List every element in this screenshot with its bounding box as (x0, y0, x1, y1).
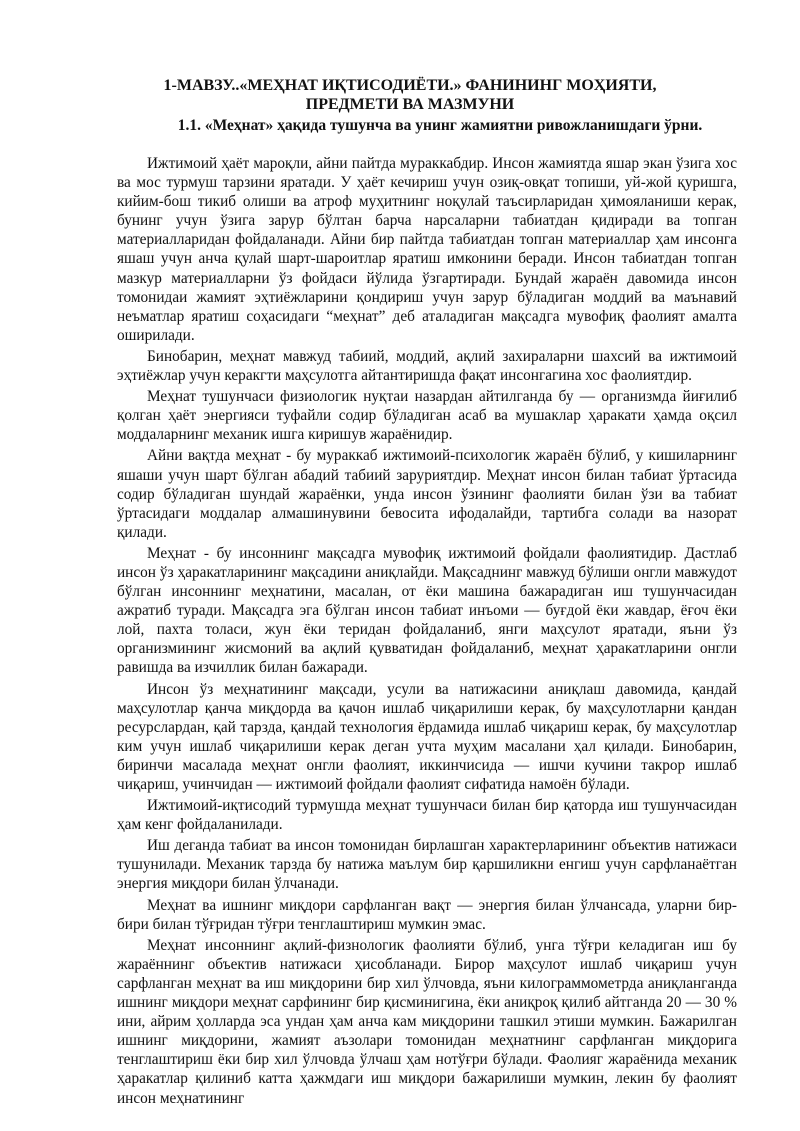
paragraph: Инсон ўз меҳнатининг мақсади, усули ва натижасини аниқлаш давомида, қандай маҳсулотлар қанча миқдорда ва қачон ишлаб чиқарилиши керак, бу маҳсулотларни қандан ресурслардан, қай тарзда, қандай технология ёрдамида ишлаб чиқариш керак, бу маҳсулотлар ким учун ишлаб чиқарилиши керак деган учта муҳим масалани ҳал қилади. Бинобарин, биринчи масалада меҳнат онгли фаолият, иккинчисида — ишчи кучини такрор ишлаб чиқариш, учинчидан — ижтимоий фойдали фаолият сифатида намоён бўлади. (117, 680, 737, 793)
page-title: 1-МАВЗУ..«МЕҲНАТ ИҚТИСОДИЁТИ.» ФАНИНИНГ МОҲИЯТИ, ПРЕДМЕТИ ВА МАЗМУНИ (163, 77, 657, 113)
paragraph: Айни вақтда меҳнат - бу мураккаб ижтимоий-психологик жараён бўлиб, у кишиларнинг яшаши учун шарт бўлган абадий табиий заруриятдир. Меҳнат инсон билан табиат ўртасида содир бўладиган шундай жараёнки, унда инсон ўзининг фаолияти билан ўзи ва табиат ўртасидаги моддалар алмашинувини бевосита ифодалайди, тартибга солади ва назорат қилади. (117, 447, 737, 541)
section-subtitle: 1.1. «Меҳнат» ҳақида тушунча ва унинг жамиятни ривожланишдаги ўрни. (177, 117, 703, 134)
paragraph: Меҳнат ва ишнинг миқдори сарфланган вақт — энергия билан ўлчансада, уларни бир-бири билан тўғридан тўғри тенглаштириш мумкин эмас. (117, 896, 737, 933)
paragraph: Ижтимоий-иқтисодий турмушда меҳнат тушунчаси билан бир қаторда иш тушунчасидан ҳам кенг фойдаланилади. (117, 797, 737, 834)
paragraph: Ижтимоий ҳаёт мароқли, айни пайтда мураккабдир. Инсон жамиятда яшар экан ўзига хос ва мос турмуш тарзини яратади. У ҳаёт кечириш учун озиқ-овқат топиши, уй-жой қуришга, кийим-бош тикиб олиши ва атроф муҳитнинг ноқулай таъсирларидан ҳимояланиши керак, бунинг учун ўзига зарур бўлтан барча нарсаларни табиатдан қидиради ва топган материалларидан фойдаланади. Айни бир пайтда табиатдан топган материаллар ҳам инсонга яшаш учун анча қулай шарт-шароитлар яратиш имконини беради. Инсон табиатдан топган мазкур материалларни ўз фойдаси йўлида ўзгартиради. Бундай жараён давомида инсон томонидаи жамият эҳтиёжларини қондириш учун зарур бўладиган моддий ва маънавий неъматлар яратиш соҳасидаги “меҳнат” деб аталадиган мақсадга мувофиқ фаолият амалта оширилади. (117, 155, 737, 344)
document-body (117, 154, 737, 1108)
paragraph: Меҳнат тушунчаси физиологик нуқтаи назардан айтилганда бу — организмда йиғилиб қолган ҳаёт энергияси туфайли содир бўладиган асаб ва мушаклар ҳаракати ҳамда оқсил моддаларнинг механик ишга киришув жараёнидир. (117, 388, 737, 444)
paragraph: Иш деганда табиат ва инсон томонидан бирлашган характерларининг объектив натижаси тушунилади. Механик тарзда бу натижа маълум бир қаршиликни енгиш учун сарфланаётган энергия миқдори билан ўлчанади. (117, 837, 737, 893)
paragraph: Меҳнат инсоннинг ақлий-физнологик фаолияти бўлиб, унга тўғри келадиган иш бу жараённинг объектив натижаси ҳисобланади. Бирор маҳсулот ишлаб чиқариш учун сарфланган меҳнат ва иш миқдорини бир хил ўлчовда, яъни килограммометрда аниқланганда ишнинг миқдори меҳнат сарфининг бир қисминигина, ёки аниқроқ қилиб айтганда 20 — 30 % ини, айрим ҳолларда эса ундан ҳам анча кам миқдорини ташкил этиши мумкин. Бажарилган ишнинг миқдорини, жамият аъзолари томонидан меҳнатнинг сарфланган миқдорига тенглаштириш ёки бир хил ўлчовда ўлчаш ҳам нотўғри бўлади. Фаолияг жараёнида механик ҳаракатлар қилиниб катта ҳажмдаги иш миқдори бажарилиши мумкин, лекин бу фаолият инсон меҳнатининг (117, 936, 737, 1107)
paragraph: Бинобарин, меҳнат мавжуд табиий, моддий, ақлий захираларни шахсий ва ижтимоий эҳтиёжлар учун керакгти маҳсулотга айтантиришда фақат инсонгагина хос фаолиятдир. (117, 347, 737, 385)
paragraph: Меҳнат - бу инсоннинг мақсадга мувофиқ ижтимоий фойдали фаолиятидир. Дастлаб инсон ўз ҳаракатларининг мақсадини аниқлайди. Мақсаднинг мавжуд бўлиши онгли мавжудот бўлган инсоннинг меҳнатини, масалан, от ёки машина бажарадиган иш тушунчасидан ажратиб туради. Мақсадга эга бўлган инсон табиат инъоми — буғдой ёки жавдар, ёғоч ёки лой, пахта толаси, жун ёки теридан фойдаланиб, янги маҳсулот яратади, яъни ўз организмининг жисмоний ва ақлий қувватидан фойдаланиб, меҳнат ҳаракатларини онгли равишда ва изчиллик билан бажаради. (117, 544, 737, 677)
